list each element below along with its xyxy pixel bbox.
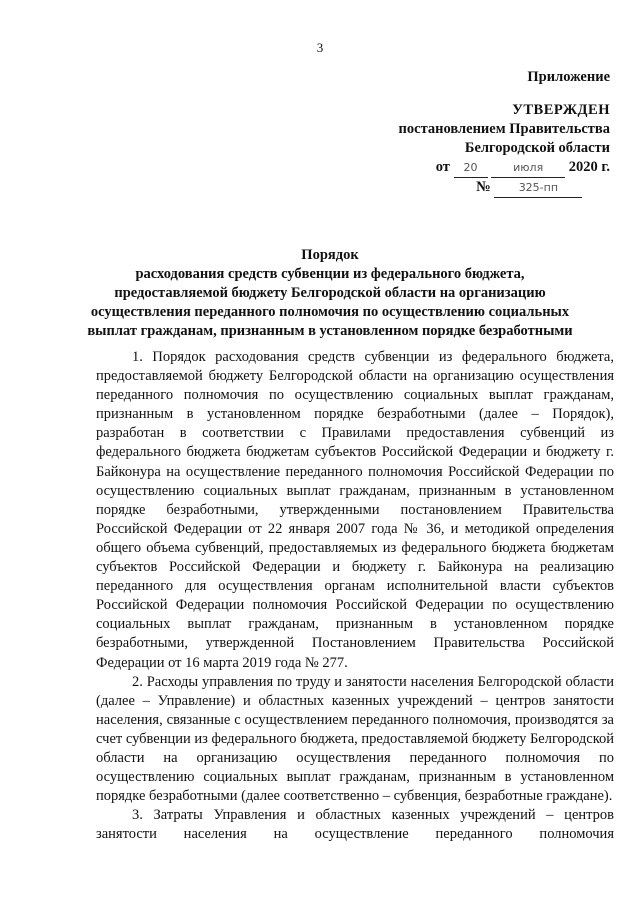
title-line-2: расходования средств субвенции из федерального бюджета, — [135, 266, 525, 282]
approved-heading: УТВЕРЖДЕН — [512, 102, 610, 118]
document-number: 325-пп — [494, 178, 582, 198]
title-line-5: выплат гражданам, признанным в установленном порядке безработными — [87, 323, 573, 339]
paragraph-2: 2. Расходы управления по труду и занятости населения Белгородской области (далее – Управление) и областных казенных учреждений – центров занятости населения, связанные с осуществлением переданного полномочия, производятся за счет субвенции из федерального бюджета, предоставляемой бюджету Белгородской области на организацию осуществления переданного полномочия по осуществлению социальных выплат гражданам, признанным в установленном порядке безработными (далее соответственно – субвенция, безработные граждане). — [96, 673, 615, 805]
approval-line-1: постановлением Правительства — [398, 121, 610, 137]
appendix-label: Приложение — [527, 69, 610, 85]
title-line-1: Порядок — [301, 247, 359, 263]
document-title — [60, 246, 600, 341]
approval-number-line — [380, 178, 610, 198]
date-month: июля — [491, 158, 565, 178]
approval-date-line — [380, 158, 610, 178]
document-body — [96, 348, 614, 844]
number-label: № — [476, 179, 491, 195]
title-line-4: осуществления переданного полномочия по осуществлению социальных — [90, 304, 570, 320]
date-from-label: от — [435, 159, 450, 175]
page-number: 3 — [316, 40, 324, 55]
date-day: 20 — [454, 158, 488, 178]
approval-line-2: Белгородской области — [464, 140, 610, 156]
date-year: 2020 г. — [568, 159, 610, 175]
title-line-3: предоставляемой бюджету Белгородской области на организацию — [114, 285, 546, 301]
approval-block — [380, 68, 610, 198]
paragraph-3: 3. Затраты Управления и областных казенных учреждений – центров занятости населения на осуществление переданного полномочия — [96, 807, 614, 843]
paragraph-1: 1. Порядок расходования средств субвенции из федерального бюджета, предоставляемой бюджету Белгородской области на организацию осуществления переданного полномочия по осуществлению социальных выплат гражданам, признанным в установленном порядке безработными (далее – Порядок), разработан в соответствии с Правилами предоставления субвенций из федерального бюджета бюджетам субъектов Российской Федерации и бюджету г. Байконура на осуществление переданного полномочия Российской Федерации по осуществлению социальных выплат гражданам, признанным в установленном порядке безработными, утвержденными постановлением Правительства Российской Федерации от 22 января 2007 года № 36, и методикой определения общего объема субвенций, предоставляемых из федерального бюджета бюджетам субъектов Российской Федерации и бюджету г. Байконура на реализацию переданного для осуществления органам исполнительной власти субъектов Российской Федерации полномочия Российской Федерации по осуществлению социальных выплат гражданам, признанным в установленном порядке безработными, утвержденной Постановлением Правительства Российской Федерации от 16 марта 2019 года № 277. — [96, 349, 614, 671]
